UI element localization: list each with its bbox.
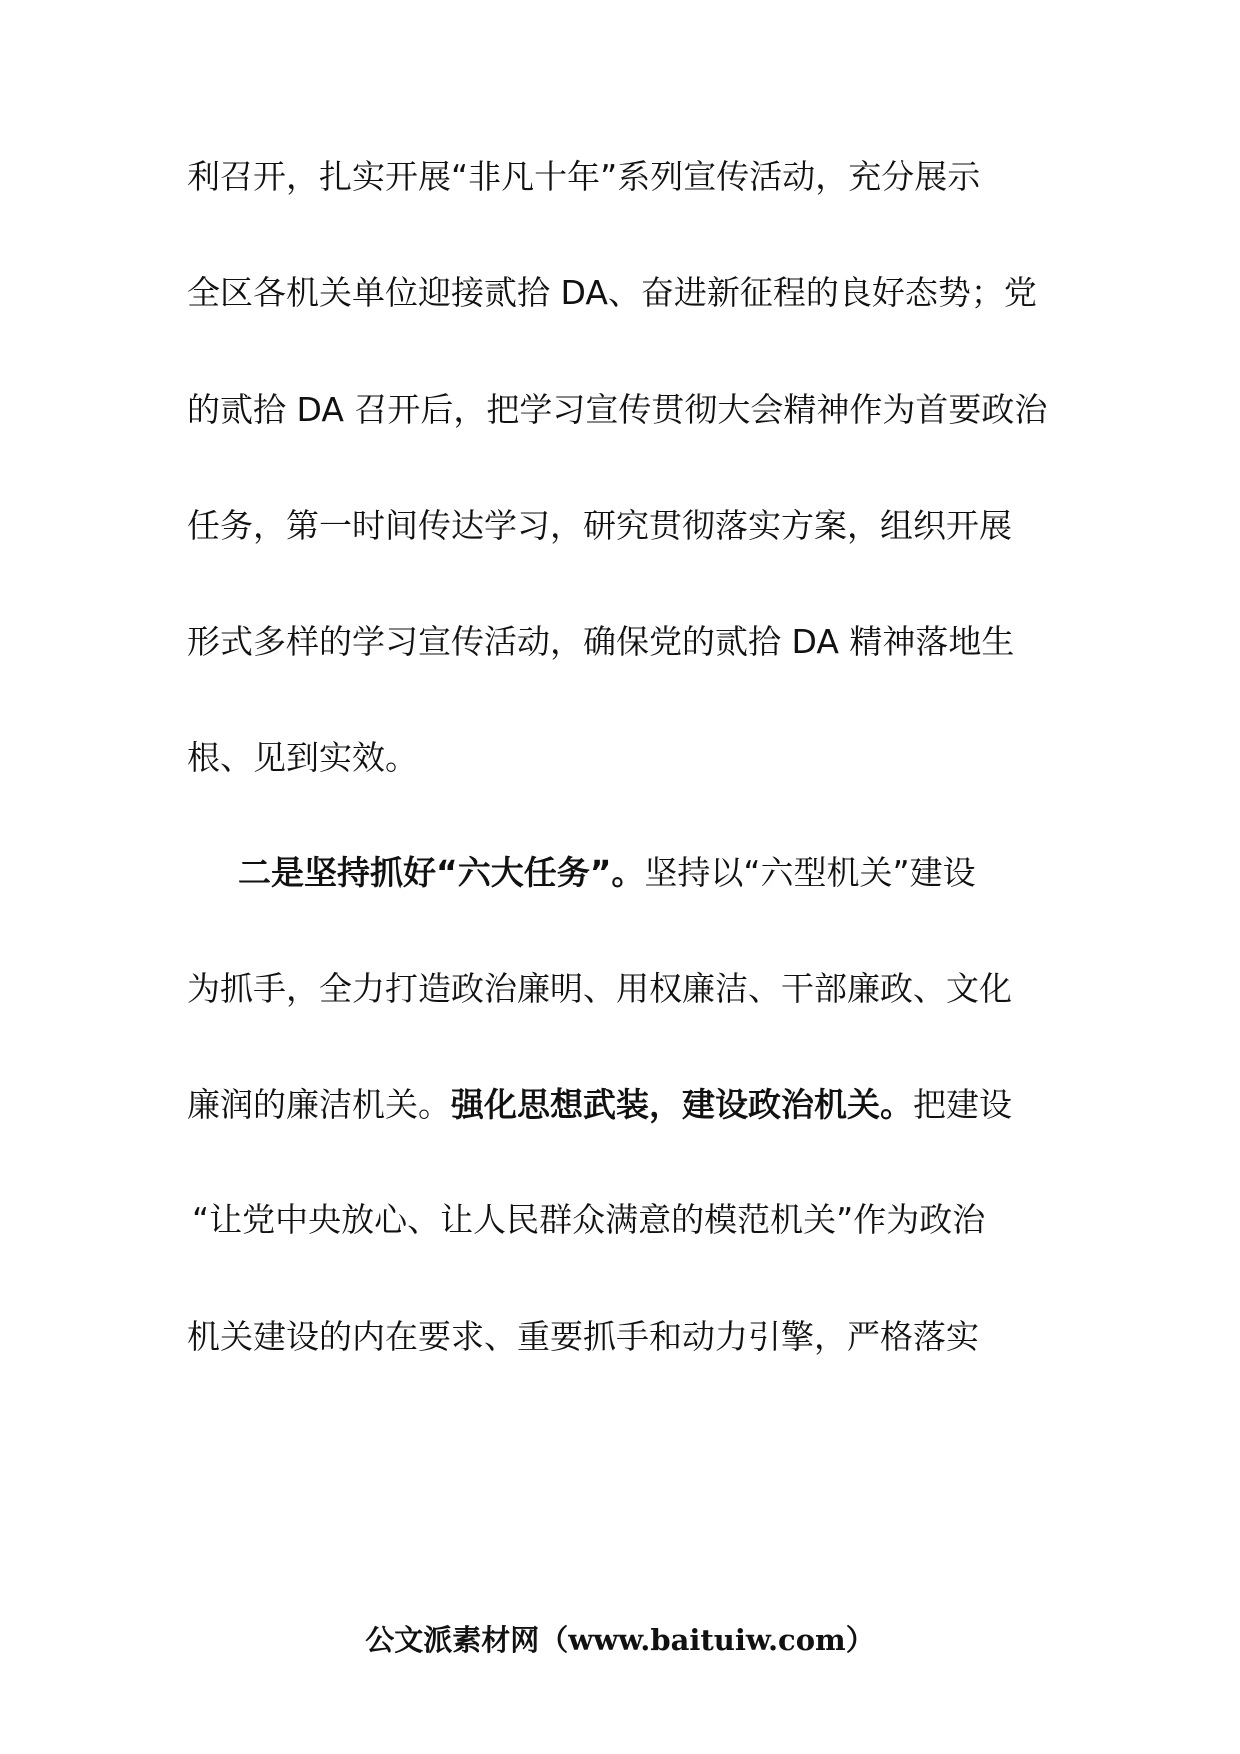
line-text: “让党中央放心、让人民群众满意的模范机关”作为政治 [192, 1200, 986, 1239]
line-text: 任务，第一时间传达学习，研究贯彻落实方案，组织开展 [187, 506, 1012, 545]
line-text: 机关建设的内在要求、重要抓手和动力引擎，严格落实 [187, 1317, 979, 1356]
footer-text: 公文派素材网（www.baituiw.com） [365, 1623, 875, 1657]
line-text: 根、见到实效。 [187, 738, 418, 777]
line-text: 利召开，扎实开展“非凡十年”系列宣传活动，充分展示 [187, 157, 981, 196]
body-line-1 [187, 157, 980, 197]
body-line-6 [187, 738, 418, 778]
line-text: 的贰拾 DA 召开后，把学习宣传贯彻大会精神作为首要政治 [187, 390, 1048, 429]
body-line-3 [187, 390, 1047, 430]
body-line-5 [187, 622, 1014, 662]
line-text: 形式多样的学习宣传活动，确保党的贰拾 DA 精神落地生 [187, 622, 1015, 661]
body-line-8 [187, 969, 1012, 1009]
subsection-heading: 强化思想武装，建设政治机关。 [451, 1085, 913, 1124]
body-line-11 [187, 1317, 979, 1357]
page-footer [0, 1622, 1240, 1658]
body-line-2 [187, 273, 1037, 313]
body-line-4 [187, 506, 1012, 546]
line-text: 全区各机关单位迎接贰拾 DA、奋进新征程的良好态势；党 [187, 273, 1037, 312]
body-line-10 [192, 1200, 985, 1240]
body-line-7 [238, 853, 976, 893]
section-heading: 二是坚持抓好“六大任务”。 [238, 853, 645, 892]
body-line-9 [187, 1085, 1012, 1125]
line-text: 把建设 [913, 1085, 1012, 1124]
line-text: 廉润的廉洁机关。 [187, 1085, 451, 1124]
line-text: 坚持以“六型机关”建设 [644, 853, 976, 892]
line-text: 为抓手，全力打造政治廉明、用权廉洁、干部廉政、文化 [187, 969, 1012, 1008]
